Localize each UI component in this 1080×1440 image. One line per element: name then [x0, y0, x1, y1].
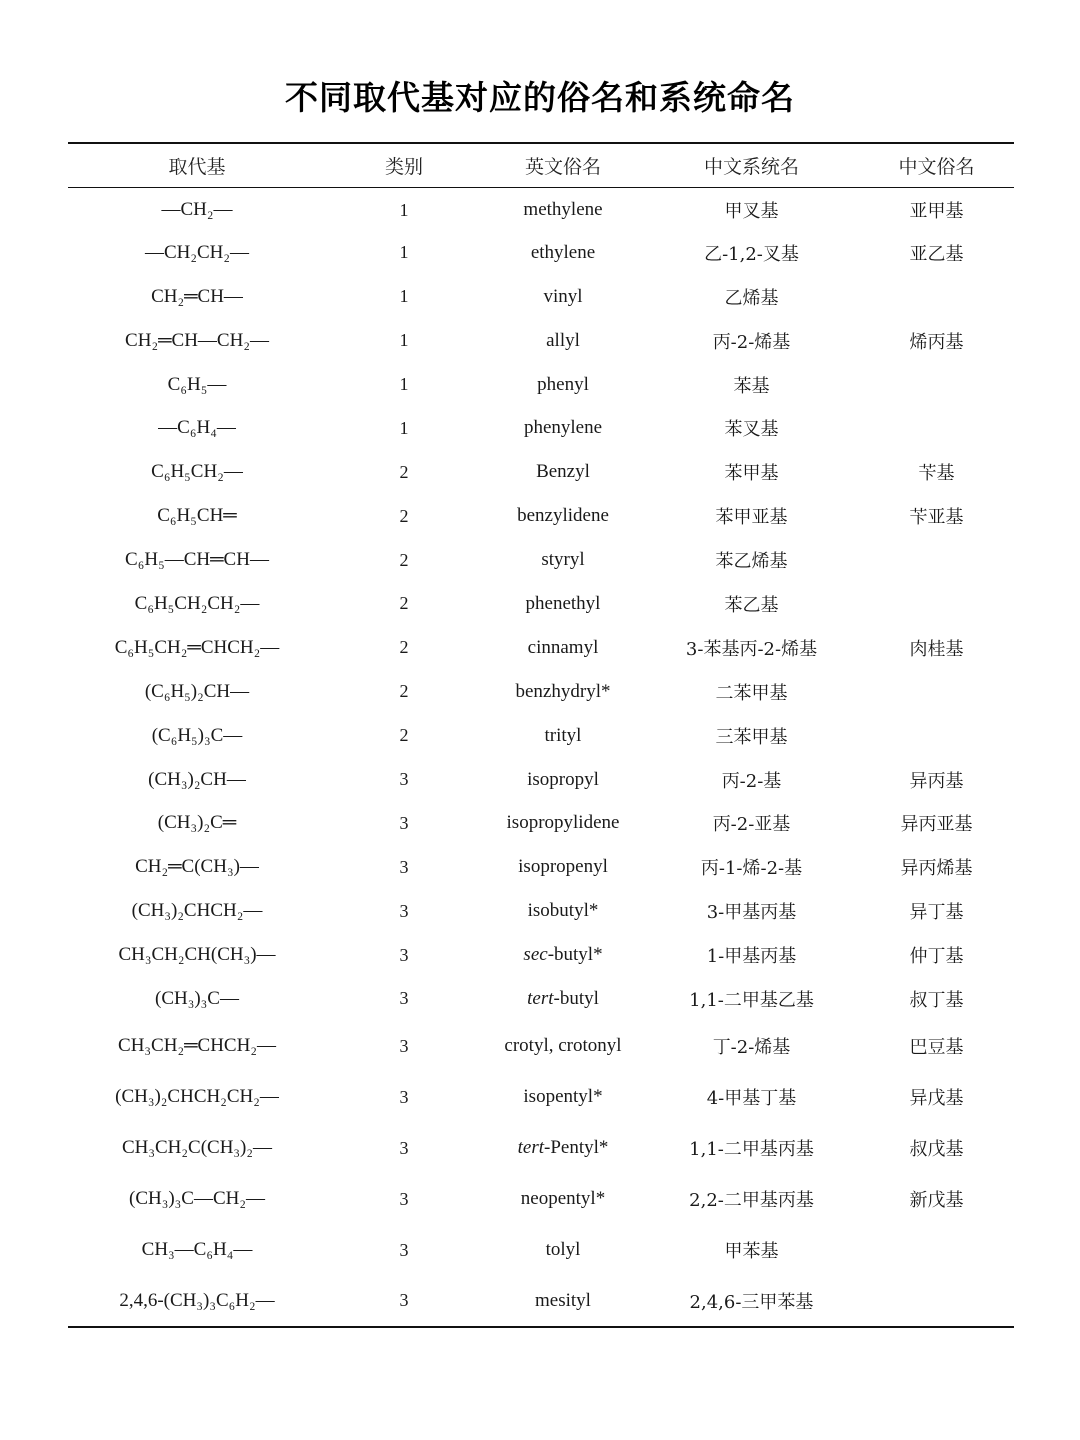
cell-english-common-name: isopentyl*	[523, 1086, 603, 1108]
cell-category: 2	[399, 461, 409, 482]
cell-substituent-formula: 2,4,6-(CH₃)₃C₆H₂—	[68, 1276, 326, 1327]
cell-english-common-name: vinyl	[543, 285, 583, 307]
cell-chinese-common-name: 异丙烯基	[900, 858, 973, 880]
cell-english-common-name: phenyl	[537, 373, 589, 395]
cell-category: 2	[399, 681, 409, 702]
cell-substituent-formula: (CH₃)₂CH—	[148, 768, 246, 790]
cell-chinese-common-name	[859, 1225, 1014, 1276]
cell-english-common-name: ethylene	[530, 241, 596, 263]
table-body	[68, 187, 1014, 1327]
table-row	[68, 1174, 1014, 1225]
cell-chinese-systematic-name: 苯基	[733, 375, 770, 397]
cell-substituent-formula: (CH₃)₂CHCH₂—	[131, 900, 263, 922]
table-row	[68, 450, 1014, 494]
cell-chinese-common-name: 异戊基	[909, 1088, 964, 1110]
substituent-table-container	[68, 142, 1014, 1328]
cell-category: 3	[399, 856, 409, 877]
cell-substituent-formula: C₆H₅—CH═CH—	[125, 549, 269, 571]
cell-category: 3	[326, 1276, 482, 1327]
cell-chinese-systematic-name: 乙-1,2-叉基	[704, 243, 799, 265]
cell-chinese-common-name	[859, 582, 1014, 626]
table-row	[68, 275, 1014, 319]
table-row	[68, 845, 1014, 889]
english-name-prefix: tert	[517, 1137, 544, 1159]
cell-chinese-common-name: 新戊基	[909, 1190, 964, 1212]
cell-category: 1	[399, 417, 409, 438]
cell-substituent-formula: —C₆H₄—	[158, 417, 236, 439]
cell-chinese-systematic-name: 苯乙基	[724, 594, 779, 616]
cell-english-common-name: isopropylidene	[506, 812, 620, 834]
cell-chinese-common-name: 苄亚基	[909, 507, 964, 529]
table-row	[68, 933, 1014, 977]
cell-chinese-common-name: 仲丁基	[909, 946, 964, 968]
cell-category: 1	[399, 199, 409, 220]
header-english-common-name: 英文俗名	[482, 143, 644, 187]
cell-chinese-systematic-name: 2,2-二甲基丙基	[689, 1190, 814, 1212]
cell-chinese-common-name: 巴豆基	[909, 1037, 964, 1059]
table-row	[68, 1021, 1014, 1072]
table-row	[68, 670, 1014, 714]
cell-category: 3	[399, 944, 409, 965]
cell-substituent-formula: (C₆H₅)₂CH—	[144, 680, 250, 702]
cell-category: 2	[399, 725, 409, 746]
cell-english-common-name: crotyl, crotonyl	[504, 1035, 622, 1057]
table-row	[68, 889, 1014, 933]
cell-substituent-formula: C₆H₅CH₂—	[151, 461, 243, 483]
cell-chinese-common-name: 烯丙基	[909, 331, 964, 353]
cell-chinese-common-name	[859, 670, 1014, 714]
cell-chinese-systematic-name: 2,4,6-三甲苯基	[644, 1276, 859, 1327]
table-row	[68, 1225, 1014, 1276]
cell-chinese-common-name	[859, 538, 1014, 582]
header-category: 类别	[326, 143, 482, 187]
cell-chinese-common-name	[859, 363, 1014, 407]
cell-english-common-name: trityl	[544, 724, 582, 746]
cell-category: 1	[399, 374, 409, 394]
english-name-prefix: tert	[527, 987, 554, 1009]
cell-chinese-common-name: 亚甲基	[909, 201, 964, 223]
cell-substituent-formula: (CH₃)₃C—CH₂—	[129, 1188, 265, 1210]
cell-substituent-formula: CH₃CH₂CH(CH₃)—	[118, 944, 276, 966]
cell-substituent-formula: C₆H₅—	[167, 373, 227, 395]
cell-chinese-systematic-name: 甲叉基	[724, 201, 779, 223]
cell-substituent-formula: (CH₃)₂CHCH₂CH₂—	[115, 1086, 279, 1108]
cell-category: 3	[399, 769, 409, 790]
cell-chinese-systematic-name: 丁-2-烯基	[712, 1037, 791, 1059]
cell-category: 3	[399, 1035, 409, 1056]
cell-category: 1	[399, 286, 409, 307]
cell-english-common-name: isopropenyl	[518, 856, 608, 878]
table-row	[68, 582, 1014, 626]
cell-chinese-common-name	[859, 275, 1014, 319]
table-row	[68, 758, 1014, 802]
cell-substituent-formula: (CH₃)₂C═	[157, 812, 237, 834]
cell-substituent-formula: (C₆H₅)₃C—	[151, 724, 243, 746]
cell-english-common-name: mesityl	[482, 1276, 644, 1327]
cell-english-common-name: Benzyl	[536, 461, 590, 483]
cell-substituent-formula: CH₃—C₆H₄—	[141, 1239, 253, 1261]
cell-chinese-common-name	[859, 1276, 1014, 1327]
english-name-suffix: -butyl	[553, 987, 599, 1009]
cell-category: 3	[399, 1188, 409, 1209]
cell-chinese-systematic-name: 苯甲亚基	[715, 507, 788, 529]
cell-english-common-name: tolyl	[545, 1239, 581, 1261]
cell-category: 3	[399, 1137, 409, 1158]
cell-category: 2	[399, 549, 409, 570]
cell-category: 1	[399, 242, 409, 263]
table-row	[68, 187, 1014, 231]
cell-chinese-common-name: 叔戊基	[909, 1139, 964, 1161]
table-row	[68, 801, 1014, 845]
cell-category: 1	[399, 330, 409, 351]
cell-chinese-systematic-name: 4-甲基丁基	[706, 1088, 797, 1110]
cell-english-common-name: neopentyl*	[520, 1188, 606, 1210]
header-substituent: 取代基	[68, 143, 326, 187]
cell-chinese-systematic-name: 苯乙烯基	[715, 551, 788, 573]
cell-chinese-common-name: 叔丁基	[909, 989, 964, 1011]
cell-english-common-name: cinnamyl	[527, 636, 599, 658]
cell-chinese-systematic-name: 三苯甲基	[715, 726, 788, 748]
cell-substituent-formula: CH₃CH₂C(CH₃)₂—	[121, 1137, 272, 1159]
cell-chinese-systematic-name: 丙-2-亚基	[712, 814, 791, 836]
cell-chinese-systematic-name: 1,1-二甲基乙基	[689, 989, 814, 1011]
table-row	[68, 1276, 1014, 1327]
table-row	[68, 977, 1014, 1021]
header-chinese-common-name: 中文俗名	[859, 143, 1014, 187]
cell-substituent-formula: C₆H₅CH₂═CHCH₂—	[114, 636, 280, 658]
cell-chinese-systematic-name: 甲苯基	[724, 1241, 779, 1263]
cell-chinese-common-name: 亚乙基	[909, 243, 964, 265]
cell-chinese-systematic-name: 1,1-二甲基丙基	[689, 1139, 814, 1161]
cell-substituent-formula: —CH₂CH₂—	[144, 241, 250, 263]
table-row	[68, 319, 1014, 363]
table-header-row	[68, 143, 1014, 187]
cell-chinese-common-name: 异丙亚基	[900, 814, 973, 836]
table-row	[68, 231, 1014, 275]
cell-chinese-common-name: 肉桂基	[909, 638, 964, 660]
cell-chinese-common-name: 苄基	[918, 463, 955, 485]
cell-substituent-formula: CH₂═CH—CH₂—	[125, 329, 269, 351]
cell-english-common-name	[482, 977, 644, 1021]
table-row	[68, 1123, 1014, 1174]
substituent-table	[68, 142, 1014, 1328]
cell-category: 2	[399, 505, 409, 526]
cell-chinese-systematic-name: 乙烯基	[724, 287, 779, 309]
cell-english-common-name: benzhydryl*	[515, 680, 611, 702]
header-chinese-systematic-name: 中文系统名	[644, 143, 859, 187]
cell-substituent-formula: CH₂═C(CH₃)—	[135, 856, 259, 878]
cell-chinese-common-name: 异丁基	[909, 902, 964, 924]
cell-chinese-systematic-name: 丙-1-烯-2-基	[700, 858, 803, 880]
cell-chinese-common-name	[859, 714, 1014, 758]
cell-english-common-name: phenethyl	[525, 592, 601, 614]
cell-category: 3	[399, 900, 409, 921]
cell-english-common-name: isobutyl*	[527, 900, 599, 922]
cell-english-common-name: allyl	[546, 329, 580, 351]
cell-english-common-name: benzylidene	[517, 505, 609, 527]
cell-chinese-systematic-name: 丙-2-基	[721, 770, 782, 792]
cell-substituent-formula: CH₃CH₂═CHCH₂—	[118, 1035, 276, 1057]
cell-category: 3	[399, 988, 409, 1009]
english-name-prefix: sec	[523, 944, 548, 966]
table-row	[68, 714, 1014, 758]
cell-category: 3	[399, 1086, 409, 1107]
table-row	[68, 1072, 1014, 1123]
cell-english-common-name: phenylene	[523, 417, 603, 439]
table-row	[68, 538, 1014, 582]
cell-category: 3	[399, 812, 409, 833]
cell-substituent-formula: —CH₂—	[161, 199, 233, 221]
cell-category: 3	[399, 1239, 409, 1260]
cell-substituent-formula: (CH₃)₃C—	[155, 987, 239, 1009]
table-row	[68, 626, 1014, 670]
cell-substituent-formula: C₆H₅CH₂CH₂—	[134, 592, 260, 614]
cell-chinese-systematic-name: 丙-2-烯基	[712, 331, 791, 353]
cell-chinese-common-name: 异丙基	[909, 770, 964, 792]
table-row	[68, 363, 1014, 407]
cell-chinese-common-name	[859, 406, 1014, 450]
cell-chinese-systematic-name: 3-苯基丙-2-烯基	[685, 638, 818, 660]
cell-chinese-systematic-name: 苯甲基	[724, 463, 779, 485]
cell-english-common-name: methylene	[523, 199, 603, 221]
cell-substituent-formula: C₆H₅CH═	[157, 505, 237, 527]
cell-substituent-formula: CH₂═CH—	[151, 285, 243, 307]
page-title: 不同取代基对应的俗名和系统命名	[285, 78, 795, 117]
cell-chinese-systematic-name: 3-甲基丙基	[706, 902, 797, 924]
cell-category: 2	[399, 637, 409, 658]
table-row	[68, 494, 1014, 538]
cell-english-common-name: styryl	[541, 549, 585, 571]
cell-english-common-name	[482, 933, 644, 977]
cell-english-common-name: isopropyl	[527, 768, 599, 790]
cell-chinese-systematic-name: 二苯甲基	[715, 682, 788, 704]
table-row	[68, 406, 1014, 450]
cell-category: 2	[399, 593, 409, 614]
cell-chinese-systematic-name: 苯叉基	[724, 419, 779, 441]
cell-chinese-systematic-name: 1-甲基丙基	[706, 946, 797, 968]
cell-english-common-name	[482, 1123, 644, 1174]
english-name-suffix: -butyl*	[547, 944, 603, 966]
english-name-suffix: -Pentyl*	[544, 1137, 609, 1159]
